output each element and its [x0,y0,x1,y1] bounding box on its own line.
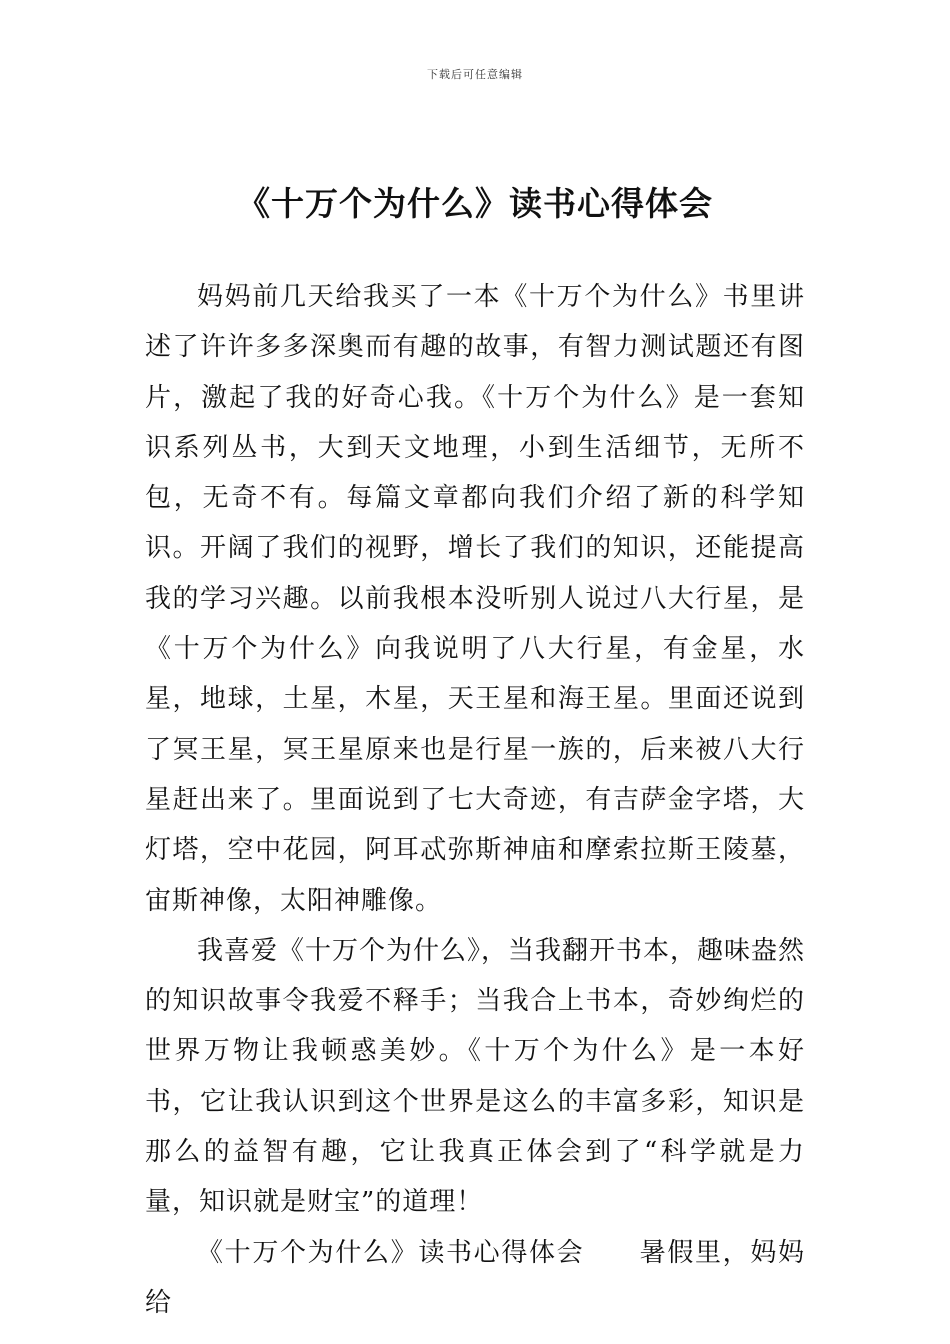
paragraph-3: 《十万个为什么》读书心得体会 暑假里，妈妈给 [145,1237,805,1318]
paragraph-2: 我喜爱《十万个为什么》，当我翻开书本，趣味盎然的知识故事令我爱不释手；当我合上书本，奇妙绚烂的世界万物让我顿惑美妙。《十万个为什么》是一本好书，它让我认识到这个世界是这么的丰富多彩，知识是那么的益智有趣，它让我真正体会到了“科学就是力量，知识就是财宝”的道理！ [145,935,806,1218]
document-title: 《十万个为什么》读书心得体会 [237,184,713,223]
document-body [145,272,805,1328]
paragraph-1: 妈妈前几天给我买了一本《十万个为什么》书里讲述了许许多多深奥而有趣的故事，有智力测试题还有图片，激起了我的好奇心我。《十万个为什么》是一套知识系列丛书，大到天文地理，小到生活细节，无所不包，无奇不有。每篇文章都向我们介绍了新的科学知识。开阔了我们的视野，增长了我们的知识，还能提高我的学习兴趣。以前我根本没听别人说过八大行星，是《十万个为什么》向我说明了八大行星，有金星，水星，地球，土星，木星，天王星和海王星。里面还说到了冥王星，冥王星原来也是行星一族的，后来被八大行星赶出来了。里面说到了七大奇迹，有吉萨金字塔，大灯塔，空中花园，阿耳忒弥斯神庙和摩索拉斯王陵墓，宙斯神像，太阳神雕像。 [145,282,805,916]
header-note: 下载后可任意编辑 [427,68,523,81]
